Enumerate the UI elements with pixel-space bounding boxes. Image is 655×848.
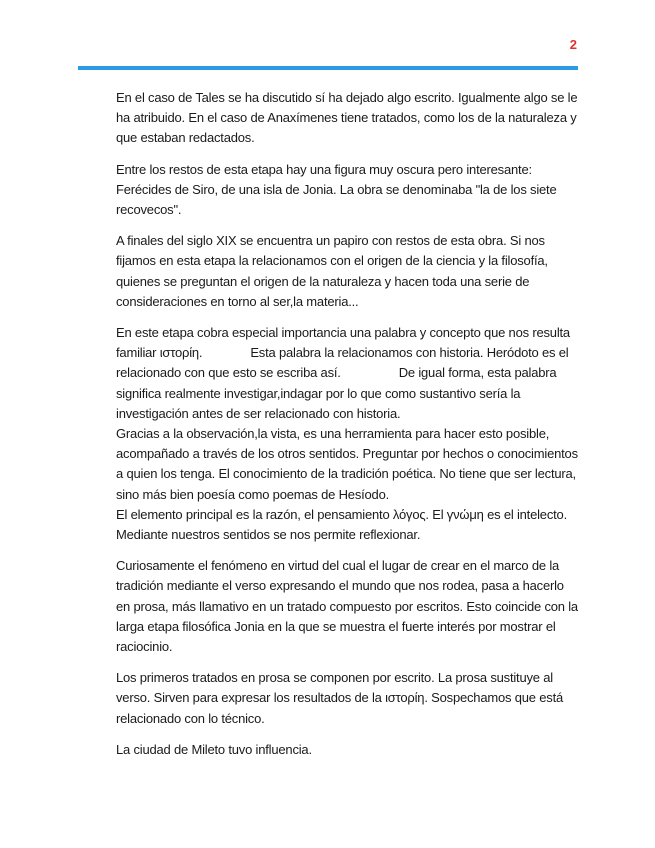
paragraph-prosa: Curiosamente el fenómeno en virtud del cual el lugar de crear en el marco de la tradición mediante el verso expresando el mundo que nos rodea, pasa a hacerlo en prosa, más llamativo en un tratado compuesto por escritos. Esto coincide con la larga etapa filosófica Jonia en la que se muestra el fuerte interés por mostrar el raciocinio. <box>116 558 578 655</box>
paragraph-ferecides: Entre los restos de esta etapa hay una figura muy oscura pero interesante: Ferécides de Siro, de una isla de Jonia. La obra se denominaba "la de los siete recovecos". <box>116 161 557 218</box>
paragraph-historia-part-2: Esta palabra la relacionamos con historia. Heródoto es el relacionado con que esto se escriba así. <box>116 345 569 381</box>
paragraph-historia <box>116 323 581 424</box>
paragraph-observacion: Gracias a la observación,la vista, es una herramienta para hacer esto posible, acompañado a través de los otros sentidos. Preguntar por hechos o conocimientos a quien los tenga. El conocimiento de la tradición poética. No tiene que ser lectura, sino más bien poesía como poemas de Hesíodo. <box>116 426 578 502</box>
paragraph-tales: En el caso de Tales se ha discutido sí ha dejado algo escrito. Igualmente algo se le ha atribuido. En el caso de Anaxímenes tiene tratados, como los de la naturaleza y que estaban redactados. <box>116 90 578 146</box>
paragraph-razon: El elemento principal es la razón, el pensamiento λόγος. El γνώμη es el intelecto. Mediante nuestros sentidos se nos permite reflexionar. <box>116 506 567 543</box>
header-rule <box>78 66 578 70</box>
page-number: 2 <box>569 37 577 52</box>
paragraph-mileto: La ciudad de Mileto tuvo influencia. <box>116 741 312 757</box>
paragraph-tratados: Los primeros tratados en prosa se componen por escrito. La prosa sustituye al verso. Sirven para expresar los resultados de la ιστορίη. Sospechamos que está relacionado con lo técnico. <box>116 670 564 726</box>
document-body <box>116 88 581 760</box>
paragraph-papiro: A finales del siglo XIX se encuentra un papiro con restos de esta obra. Si nos fijamos en esta etapa la relacionamos con el origen de la ciencia y la filosofía, quienes se preguntan el origen de la naturaleza y hacen toda una serie de consideraciones en torno al ser,la materia... <box>116 233 548 309</box>
paragraph-historia-part-1: En este etapa cobra especial importancia una palabra y concepto que nos resulta familiar ιστορίη. <box>116 325 570 361</box>
paragraph-historia-part-3: De igual forma, esta palabra significa realmente investigar,indagar por lo que como sustantivo sería la investigación antes de ser relacionado con historia. <box>116 365 557 421</box>
